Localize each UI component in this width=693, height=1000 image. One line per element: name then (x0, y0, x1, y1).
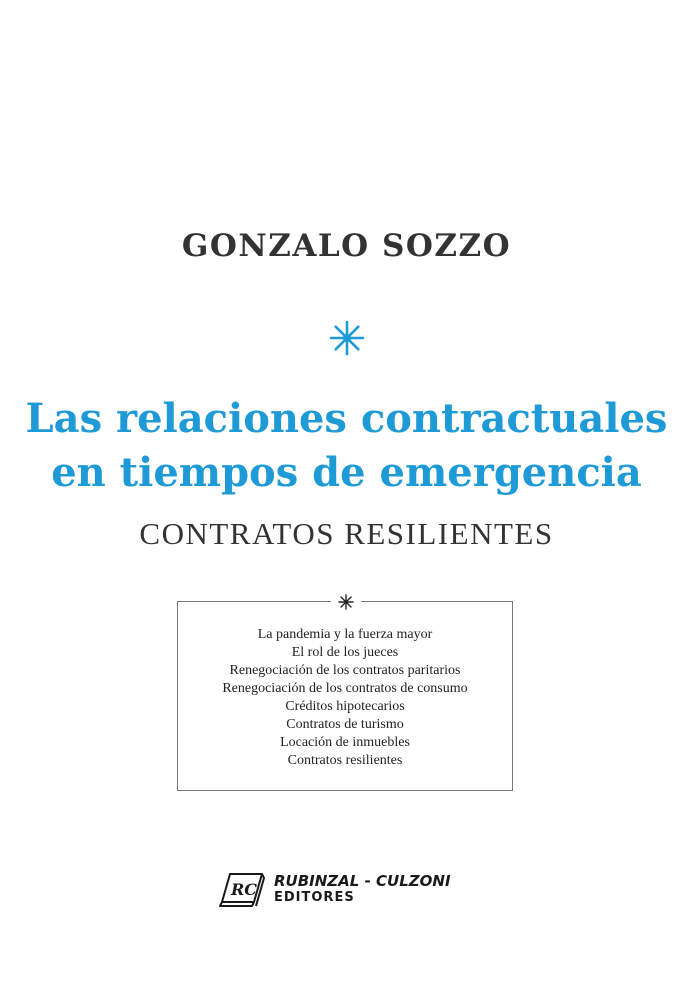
publisher-logo-icon (218, 870, 268, 910)
topic-item: Contratos de turismo (286, 717, 404, 732)
topic-item: El rol de los jueces (291, 645, 399, 660)
topic-item: La pandemia y la fuerza mayor (257, 627, 433, 642)
author-name: GONZALO SOZZO (181, 228, 512, 264)
publisher-logo-text: RC (231, 880, 258, 899)
book-title-line-2: en tiempos de emergencia (51, 449, 642, 496)
topics-list (178, 626, 512, 770)
book-subtitle: CONTRATOS RESILIENTES (139, 516, 554, 551)
topic-item: Renegociación de los contratos paritarios (229, 663, 461, 678)
topic-item: Créditos hipotecarios (285, 699, 405, 714)
book-title-line-1: Las relaciones contractuales (25, 395, 668, 442)
star-ornament-icon (327, 318, 367, 358)
topic-item: Renegociación de los contratos de consumo (222, 681, 468, 696)
topic-item: Locación de inmuebles (280, 735, 410, 750)
publisher-name: RUBINZAL - CULZONI (274, 872, 451, 890)
publisher (218, 870, 488, 910)
small-star-icon (331, 593, 361, 611)
topics-box (177, 601, 513, 791)
topic-item: Contratos resilientes (287, 753, 403, 768)
book-title (0, 392, 693, 500)
publisher-subtitle: EDITORES (274, 890, 355, 905)
